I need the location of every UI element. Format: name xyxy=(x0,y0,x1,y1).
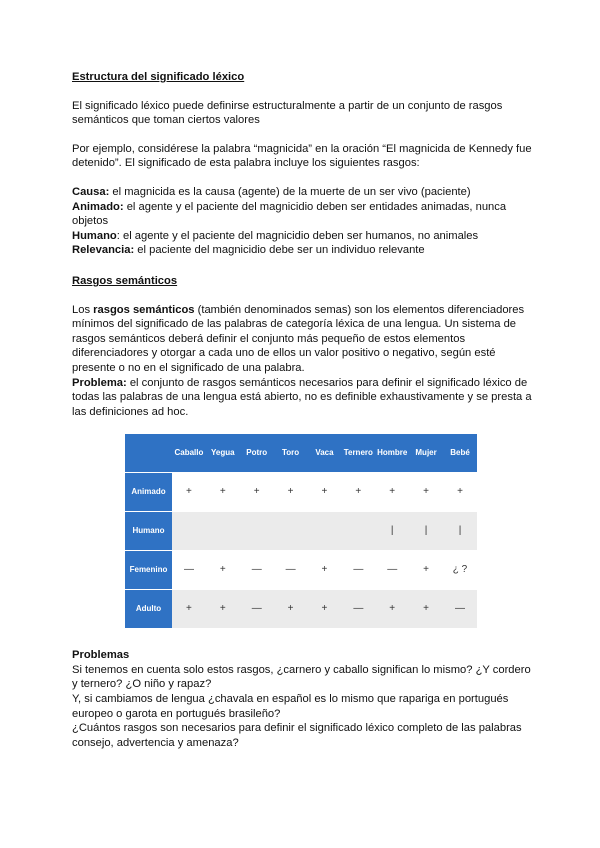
table-cell: — xyxy=(443,590,477,629)
document-page xyxy=(72,70,532,750)
table-cell: | xyxy=(443,512,477,551)
table-cell: — xyxy=(341,590,375,629)
section-title-structure: Estructura del significado léxico xyxy=(72,71,245,83)
text-run: (también denominados semas) son los elementos diferenciadores mínimos del significado de las palabras de categoría léxica de una lengua. Un sistema de rasgos semánticos deberá definir el conjunto más pequeño de estos elementos diferenciadores y otorgar a cada uno de ellos un valor positivo o negativo, según esté presente o no en el significado de una palabra. xyxy=(72,303,525,374)
table-cell xyxy=(308,512,342,551)
problems-section xyxy=(72,648,532,750)
problem-line: Y, si cambiamos de lengua ¿chavala en español es lo mismo que rapariga en portugués europeo o garota en portugués brasileño? xyxy=(72,693,509,720)
table-cell: — xyxy=(240,590,274,629)
trait-humano xyxy=(72,229,532,244)
column-header: Vaca xyxy=(308,434,342,473)
table-row xyxy=(125,512,477,551)
semantic-traits-table-wrapper xyxy=(125,434,477,628)
row-header: Femenino xyxy=(125,551,172,590)
column-header: Mujer xyxy=(409,434,443,473)
trait-label: Humano xyxy=(72,229,117,242)
table-cell: + xyxy=(409,551,443,590)
intro-paragraph: El significado léxico puede definirse estructuralmente a partir de un conjunto de rasgos semánticos que toman ciertos valores xyxy=(72,99,503,127)
row-header: Adulto xyxy=(125,590,172,629)
table-cell: + xyxy=(375,590,409,629)
table-cell: | xyxy=(409,512,443,551)
problem-line: ¿Cuántos rasgos son necesarios para definir el significado léxico completo de las palabras consejo, advertencia y amenaza? xyxy=(72,722,522,749)
column-header: Bebé xyxy=(443,434,477,473)
trait-text: : el agente y el paciente del magnicidio deben ser humanos, no animales xyxy=(116,229,479,242)
term-bold: rasgos semánticos xyxy=(93,303,195,316)
table-cell xyxy=(274,512,308,551)
text-run: el conjunto de rasgos semánticos necesarios para definir el significado léxico de todas las palabras de una lengua está abierto, no es definible exhaustivamente y se presta a las definiciones ad hoc. xyxy=(72,376,532,418)
trait-text: el paciente del magnicidio debe ser un individuo relevante xyxy=(134,244,425,257)
trait-label: Causa: xyxy=(72,185,110,198)
problems-title: Problemas xyxy=(72,649,130,662)
table-cell xyxy=(341,512,375,551)
column-header: Potro xyxy=(240,434,274,473)
table-cell: + xyxy=(308,590,342,629)
problem-label: Problema: xyxy=(72,376,127,389)
trait-text: el agente y el paciente del magnicidio deben ser entidades animadas, nunca objetos xyxy=(72,200,507,228)
table-header-row xyxy=(125,434,477,473)
table-cell: — xyxy=(375,551,409,590)
table-cell: + xyxy=(443,473,477,512)
table-cell: + xyxy=(274,590,308,629)
traits-list xyxy=(72,185,532,258)
table-cell: — xyxy=(341,551,375,590)
trait-animado xyxy=(72,200,532,229)
table-cell: + xyxy=(206,551,240,590)
table-cell: + xyxy=(206,473,240,512)
problem-paragraph xyxy=(72,376,532,420)
section-title-semantic-traits: Rasgos semánticos xyxy=(72,274,178,287)
table-cell: ¿ ? xyxy=(443,551,477,590)
column-header: Hombre xyxy=(375,434,409,473)
row-header: Humano xyxy=(125,512,172,551)
table-cell: + xyxy=(274,473,308,512)
table-cell: + xyxy=(375,473,409,512)
trait-label: Animado: xyxy=(72,200,124,213)
row-header: Animado xyxy=(125,473,172,512)
trait-relevancia xyxy=(72,243,532,258)
definition-paragraph xyxy=(72,303,532,376)
table-cell: + xyxy=(341,473,375,512)
table-row xyxy=(125,473,477,512)
table-cell: — xyxy=(274,551,308,590)
semantic-traits-table xyxy=(125,434,477,628)
table-cell: — xyxy=(240,551,274,590)
table-cell: + xyxy=(308,473,342,512)
table-cell xyxy=(206,512,240,551)
table-cell: | xyxy=(375,512,409,551)
table-cell: + xyxy=(240,473,274,512)
trait-label: Relevancia: xyxy=(72,244,135,257)
column-header: Caballo xyxy=(172,434,206,473)
corner-cell xyxy=(125,434,172,473)
column-header: Ternero xyxy=(341,434,375,473)
table-row xyxy=(125,590,477,629)
table-cell: — xyxy=(172,551,206,590)
table-cell: + xyxy=(206,590,240,629)
problem-line: Si tenemos en cuenta solo estos rasgos, ¿carnero y caballo significan lo mismo? ¿Y cordero y ternero? ¿O niño y rapaz? xyxy=(72,663,531,691)
table-cell: + xyxy=(409,590,443,629)
table-row xyxy=(125,551,477,590)
table-cell: + xyxy=(308,551,342,590)
column-header: Yegua xyxy=(206,434,240,473)
table-cell: + xyxy=(172,590,206,629)
table-cell xyxy=(172,512,206,551)
table-cell xyxy=(240,512,274,551)
table-cell: + xyxy=(409,473,443,512)
trait-causa xyxy=(72,185,532,200)
trait-text: el magnicida es la causa (agente) de la muerte de un ser vivo (paciente) xyxy=(109,185,471,198)
column-header: Toro xyxy=(274,434,308,473)
example-paragraph: Por ejemplo, considérese la palabra “magnicida” en la oración “El magnicida de Kennedy fue detenido”. El significado de esta palabra incluye los siguientes rasgos: xyxy=(72,142,532,170)
text-run: Los xyxy=(72,303,94,316)
table-cell: + xyxy=(172,473,206,512)
